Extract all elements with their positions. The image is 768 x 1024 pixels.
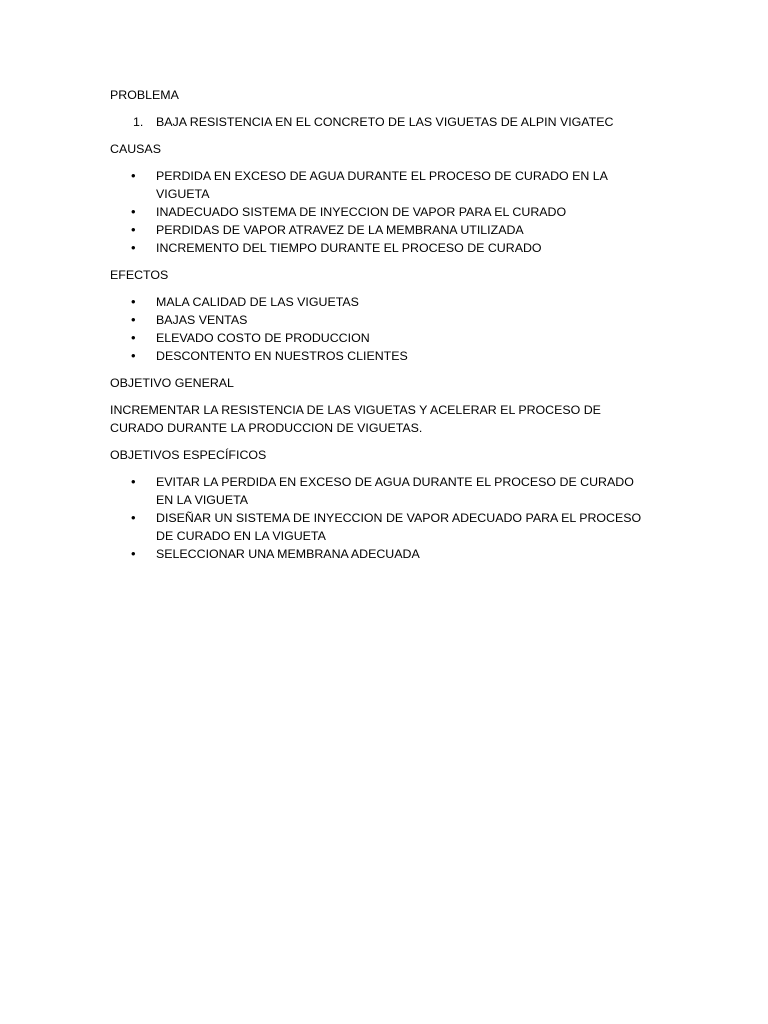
- list-item: [110, 221, 650, 239]
- list-item: [110, 113, 650, 131]
- causas-list: [110, 167, 650, 257]
- list-item-text: ELEVADO COSTO DE PRODUCCION: [156, 331, 370, 345]
- section-heading-efectos: EFECTOS: [110, 268, 169, 282]
- list-item: [110, 203, 650, 221]
- list-item-text: MALA CALIDAD DE LAS VIGUETAS: [156, 295, 359, 309]
- bullet-icon: •: [131, 348, 136, 363]
- list-item: [110, 329, 650, 347]
- section-heading-problema: PROBLEMA: [110, 88, 179, 102]
- list-item: [110, 509, 650, 545]
- objetivos-especificos-list: [110, 473, 650, 563]
- bullet-icon: •: [131, 294, 136, 309]
- list-item-text: SELECCIONAR UNA MEMBRANA ADECUADA: [156, 547, 420, 561]
- problema-list: [110, 113, 650, 131]
- bullet-icon: •: [131, 240, 136, 255]
- bullet-icon: •: [131, 510, 136, 525]
- section-heading-objetivos-especificos: OBJETIVOS ESPECÍFICOS: [110, 448, 267, 462]
- list-item-text: PERDIDAS DE VAPOR ATRAVEZ DE LA MEMBRANA UTILIZADA: [156, 223, 524, 237]
- list-item-text: EVITAR LA PERDIDA EN EXCESO DE AGUA DURANTE EL PROCESO DE CURADO EN LA VIGUETA: [156, 475, 634, 507]
- list-item: [110, 473, 650, 509]
- bullet-icon: •: [131, 546, 136, 561]
- section-heading-objetivo-general: OBJETIVO GENERAL: [110, 376, 234, 390]
- list-item: [110, 293, 650, 311]
- list-item: [110, 311, 650, 329]
- document-body: [110, 86, 650, 572]
- list-item-text: PERDIDA EN EXCESO DE AGUA DURANTE EL PROCESO DE CURADO EN LA VIGUETA: [156, 169, 608, 201]
- efectos-list: [110, 293, 650, 365]
- list-number: 1.: [133, 115, 144, 129]
- objetivo-general-text: INCREMENTAR LA RESISTENCIA DE LAS VIGUETAS Y ACELERAR EL PROCESO DE CURADO DURANTE LA PRODUCCION DE VIGUETAS.: [110, 403, 601, 435]
- bullet-icon: •: [131, 204, 136, 219]
- section-heading-causas: CAUSAS: [110, 142, 161, 156]
- list-item: [110, 347, 650, 365]
- bullet-icon: •: [131, 222, 136, 237]
- list-item: [110, 239, 650, 257]
- list-item: [110, 167, 650, 203]
- list-item-text: DESCONTENTO EN NUESTROS CLIENTES: [156, 349, 408, 363]
- bullet-icon: •: [131, 312, 136, 327]
- list-item: [110, 545, 650, 563]
- list-item-text: INADECUADO SISTEMA DE INYECCION DE VAPOR PARA EL CURADO: [156, 205, 567, 219]
- list-item-text: INCREMENTO DEL TIEMPO DURANTE EL PROCESO DE CURADO: [156, 241, 542, 255]
- bullet-icon: •: [131, 474, 136, 489]
- bullet-icon: •: [131, 330, 136, 345]
- list-item-text: BAJA RESISTENCIA EN EL CONCRETO DE LAS VIGUETAS DE ALPIN VIGATEC: [156, 115, 614, 129]
- list-item-text: DISEÑAR UN SISTEMA DE INYECCION DE VAPOR ADECUADO PARA EL PROCESO DE CURADO EN LA VIGUETA: [156, 511, 642, 543]
- list-item-text: BAJAS VENTAS: [156, 313, 248, 327]
- bullet-icon: •: [131, 168, 136, 183]
